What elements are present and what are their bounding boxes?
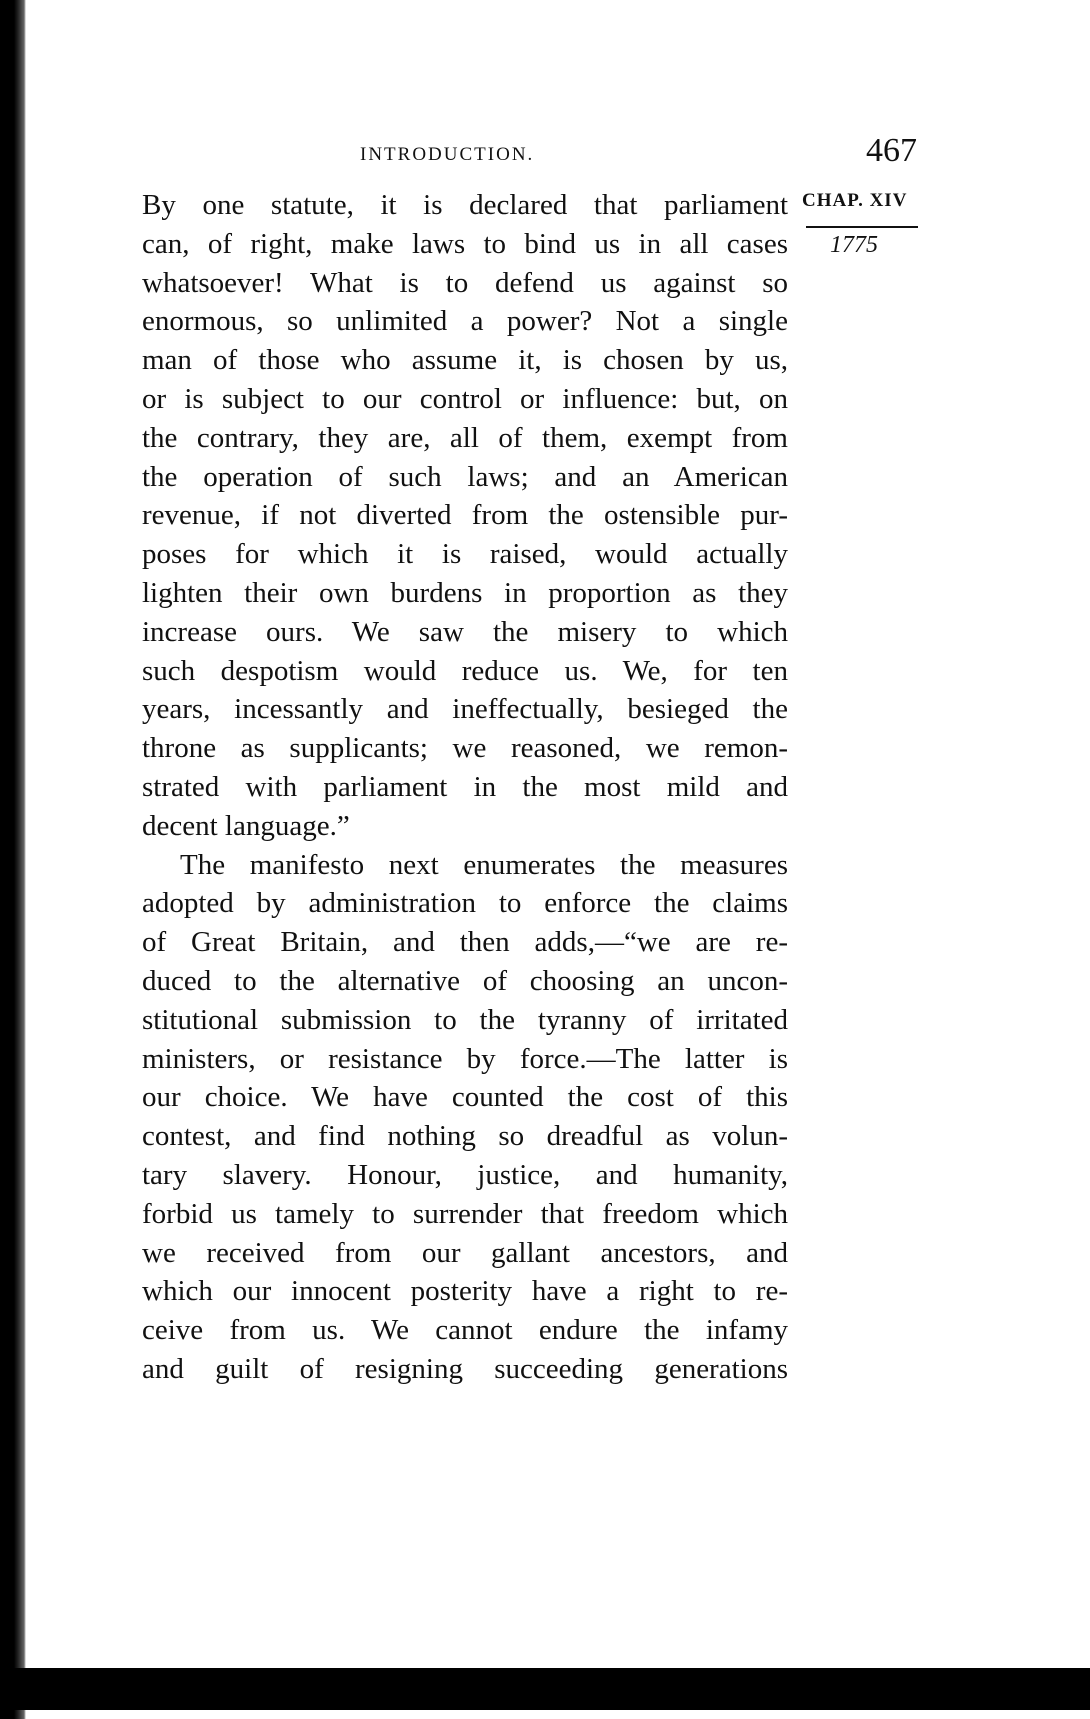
text-line: stitutional submission to the tyranny of irritated bbox=[142, 1003, 788, 1036]
text-line: such despotism would reduce us. We, for ten bbox=[142, 654, 788, 687]
page-number: 467 bbox=[866, 132, 917, 169]
text-line: whatsoever! What is to defend us against so bbox=[142, 266, 788, 299]
margin-year: 1775 bbox=[830, 232, 878, 258]
text-line: duced to the alternative of choosing an uncon- bbox=[142, 964, 788, 997]
text-line: can, of right, make laws to bind us in all cases bbox=[142, 227, 788, 260]
text-line: and guilt of resigning succeeding generations bbox=[142, 1352, 788, 1385]
text-line: years, incessantly and ineffectually, besieged the bbox=[142, 693, 788, 726]
text-line: increase ours. We saw the misery to which bbox=[142, 615, 788, 648]
text-line: which our innocent posterity have a right to re- bbox=[142, 1275, 788, 1308]
text-line: throne as supplicants; we reasoned, we remon- bbox=[142, 732, 788, 765]
text-line: lighten their own burdens in proportion as they bbox=[142, 576, 788, 609]
text-line: revenue, if not diverted from the ostensible pur- bbox=[142, 499, 788, 532]
text-line: ceive from us. We cannot endure the infamy bbox=[142, 1314, 788, 1347]
text-line: of Great Britain, and then adds,—“we are re- bbox=[142, 926, 788, 959]
text-line: contest, and find nothing so dreadful as volun- bbox=[142, 1120, 788, 1153]
margin-chapter: CHAP. XIV bbox=[802, 190, 908, 211]
text-line: the operation of such laws; and an American bbox=[142, 460, 788, 493]
text-line: forbid us tamely to surrender that freedom which bbox=[142, 1197, 788, 1230]
text-line: poses for which it is raised, would actually bbox=[142, 538, 788, 571]
margin-rule bbox=[806, 226, 918, 228]
text-line: tary slavery. Honour, justice, and humanity, bbox=[142, 1158, 788, 1191]
running-head: INTRODUCTION. bbox=[360, 144, 535, 165]
text-line: ministers, or resistance by force.—The latter is bbox=[142, 1042, 788, 1075]
text-line: adopted by administration to enforce the claims bbox=[142, 887, 788, 920]
body-text bbox=[142, 186, 788, 1389]
text-line: The manifesto next enumerates the measures bbox=[180, 848, 788, 881]
text-line: By one statute, it is declared that parliament bbox=[142, 189, 788, 221]
scan-bottom-border bbox=[0, 1668, 1090, 1710]
text-line: man of those who assume it, is chosen by us, bbox=[142, 344, 788, 377]
text-line: strated with parliament in the most mild and bbox=[142, 770, 788, 803]
text-line: or is subject to our control or influence: but, on bbox=[142, 382, 788, 415]
text-line: our choice. We have counted the cost of this bbox=[142, 1081, 788, 1114]
book-binding-edge bbox=[0, 0, 26, 1719]
text-line: enormous, so unlimited a power? Not a single bbox=[142, 305, 788, 338]
text-line: the contrary, they are, all of them, exempt from bbox=[142, 421, 788, 454]
text-line: we received from our gallant ancestors, and bbox=[142, 1236, 788, 1269]
text-line: decent language.” bbox=[142, 809, 350, 842]
